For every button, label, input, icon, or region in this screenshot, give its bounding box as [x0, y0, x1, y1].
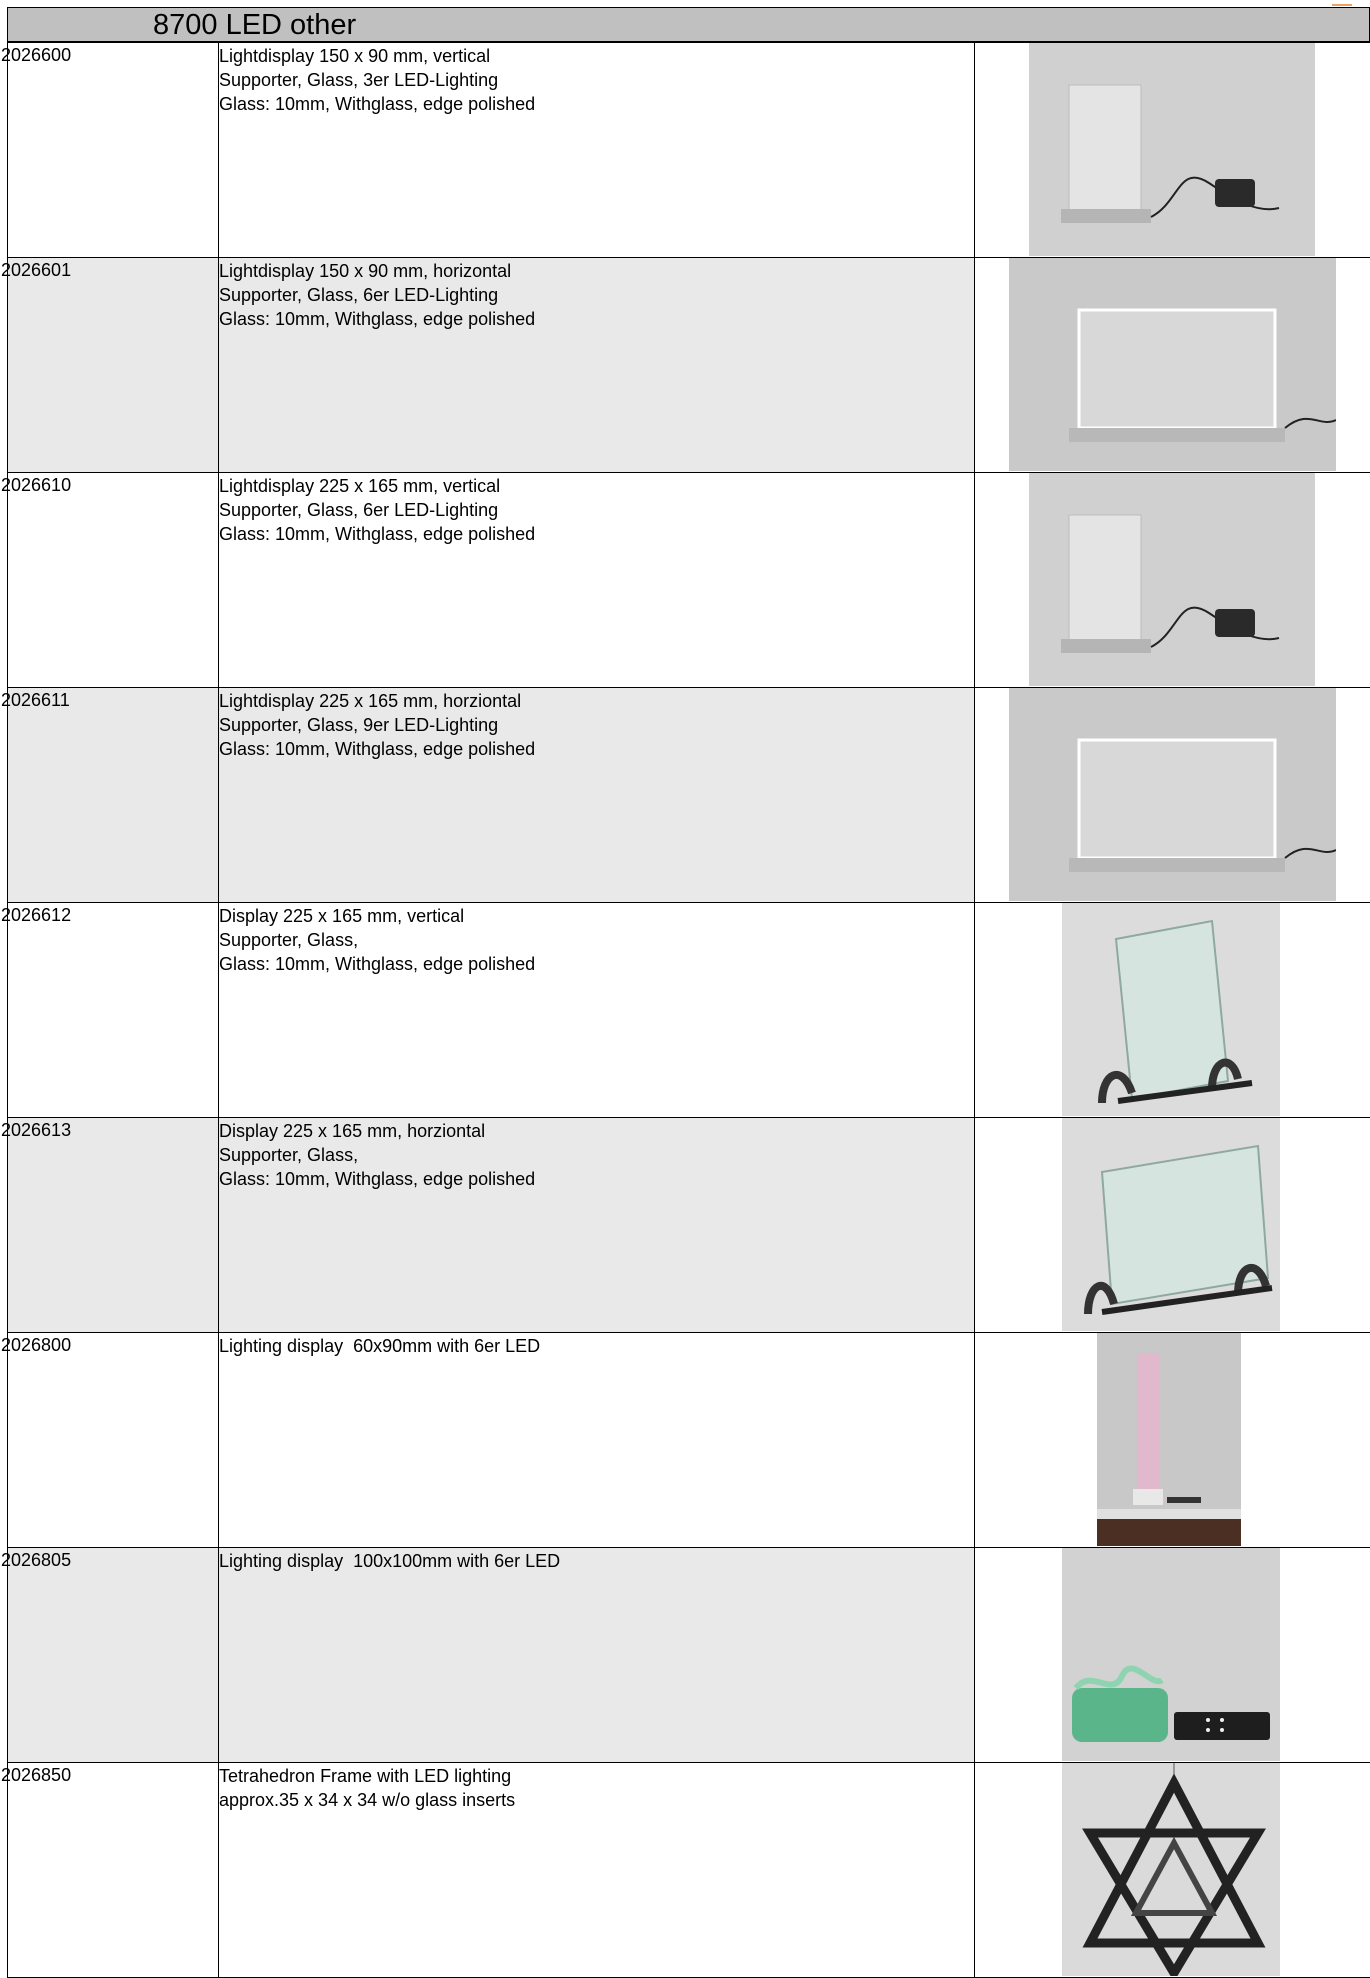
description-line: Lighting display 60x90mm with 6er LED: [219, 1334, 974, 1358]
table-row: [8, 903, 1370, 1118]
catalog-sheet: [7, 7, 1370, 1978]
product-description-cell: [219, 903, 975, 1118]
product-image-cell: [975, 903, 1370, 1118]
green-led-block-photo: [1062, 1548, 1280, 1761]
table-row: [8, 1118, 1370, 1333]
table-row: [8, 258, 1370, 473]
description-line: Glass: 10mm, Withglass, edge polished: [219, 952, 974, 976]
product-description-cell: [219, 1763, 975, 1978]
product-code: 2026800: [1, 1333, 218, 1356]
table-row: [8, 1548, 1370, 1763]
product-description-cell: [219, 1118, 975, 1333]
description-line: Glass: 10mm, Withglass, edge polished: [219, 1167, 974, 1191]
product-description-cell: [219, 258, 975, 473]
product-code-cell: [8, 1118, 219, 1333]
product-code-cell: [8, 903, 219, 1118]
description-line: Supporter, Glass, 6er LED-Lighting: [219, 283, 974, 307]
logo-mark: [1332, 0, 1352, 6]
product-code: 2026600: [1, 43, 218, 66]
description-line: Lighting display 100x100mm with 6er LED: [219, 1549, 974, 1573]
horizontal-lightdisplay-photo: [1009, 258, 1336, 471]
description-line: Tetrahedron Frame with LED lighting: [219, 1764, 974, 1788]
description-line: Lightdisplay 150 x 90 mm, horizontal: [219, 259, 974, 283]
description-line: Glass: 10mm, Withglass, edge polished: [219, 92, 974, 116]
product-description-cell: [219, 43, 975, 258]
table-row: [8, 1333, 1370, 1548]
description-line: Glass: 10mm, Withglass, edge polished: [219, 522, 974, 546]
vertical-lightdisplay-photo: [1029, 43, 1315, 256]
product-description: [219, 903, 974, 976]
description-line: Lightdisplay 225 x 165 mm, horziontal: [219, 689, 974, 713]
product-description: [219, 1548, 974, 1573]
product-code: 2026850: [1, 1763, 218, 1786]
description-line: Lightdisplay 225 x 165 mm, vertical: [219, 474, 974, 498]
product-image-cell: [975, 43, 1370, 258]
product-code-cell: [8, 688, 219, 903]
product-code-cell: [8, 1548, 219, 1763]
product-code: 2026601: [1, 258, 218, 281]
table-row: [8, 43, 1370, 258]
description-line: Supporter, Glass, 6er LED-Lighting: [219, 498, 974, 522]
description-line: Supporter, Glass,: [219, 1143, 974, 1167]
product-image-cell: [975, 1548, 1370, 1763]
description-line: Supporter, Glass, 3er LED-Lighting: [219, 68, 974, 92]
product-code: 2026613: [1, 1118, 218, 1141]
product-description-cell: [219, 473, 975, 688]
table-row: [8, 688, 1370, 903]
description-line: approx.35 x 34 x 34 w/o glass inserts: [219, 1788, 974, 1812]
product-image-cell: [975, 1118, 1370, 1333]
product-description: [219, 1118, 974, 1191]
product-table: [7, 42, 1370, 1978]
description-line: Lightdisplay 150 x 90 mm, vertical: [219, 44, 974, 68]
tetrahedron-frame-photo: [1062, 1763, 1280, 1976]
description-line: Display 225 x 165 mm, vertical: [219, 904, 974, 928]
product-description-cell: [219, 1333, 975, 1548]
description-line: Display 225 x 165 mm, horziontal: [219, 1119, 974, 1143]
product-code: 2026612: [1, 903, 218, 926]
table-row: [8, 1763, 1370, 1978]
product-description-cell: [219, 688, 975, 903]
product-image-cell: [975, 1333, 1370, 1548]
section-header: [7, 7, 1370, 42]
glass-display-vertical-photo: [1062, 903, 1280, 1116]
horizontal-lightdisplay-photo: [1009, 688, 1336, 901]
section-title: 8700 LED other: [153, 9, 356, 42]
product-description: [219, 1763, 974, 1812]
product-image-cell: [975, 473, 1370, 688]
product-code: 2026805: [1, 1548, 218, 1571]
product-description: [219, 473, 974, 546]
description-line: Glass: 10mm, Withglass, edge polished: [219, 737, 974, 761]
description-line: Supporter, Glass,: [219, 928, 974, 952]
product-code-cell: [8, 473, 219, 688]
description-line: Glass: 10mm, Withglass, edge polished: [219, 307, 974, 331]
glass-display-horizontal-photo: [1062, 1118, 1280, 1331]
pink-led-block-photo: [1097, 1333, 1241, 1546]
product-code-cell: [8, 1763, 219, 1978]
product-image-cell: [975, 688, 1370, 903]
description-line: Supporter, Glass, 9er LED-Lighting: [219, 713, 974, 737]
product-description-cell: [219, 1548, 975, 1763]
product-description: [219, 688, 974, 761]
vertical-lightdisplay-photo: [1029, 473, 1315, 686]
product-code: 2026610: [1, 473, 218, 496]
product-code-cell: [8, 43, 219, 258]
product-code-cell: [8, 258, 219, 473]
product-description: [219, 1333, 974, 1358]
table-row: [8, 473, 1370, 688]
product-code-cell: [8, 1333, 219, 1548]
product-code: 2026611: [1, 688, 218, 711]
product-image-cell: [975, 1763, 1370, 1978]
product-description: [219, 258, 974, 331]
product-image-cell: [975, 258, 1370, 473]
product-description: [219, 43, 974, 116]
